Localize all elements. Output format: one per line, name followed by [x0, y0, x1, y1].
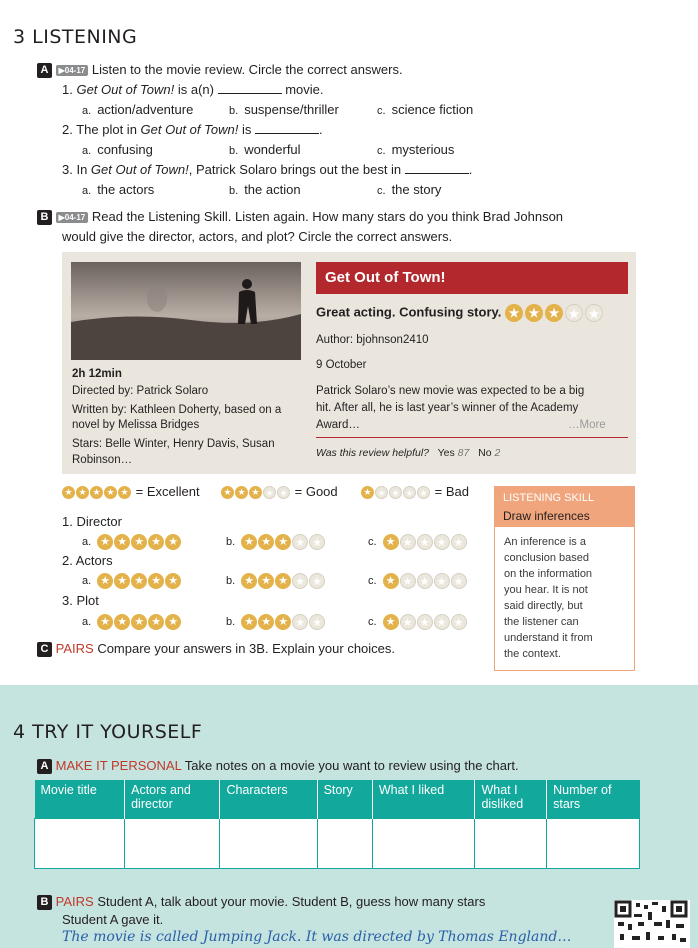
star-empty-icon: ★ — [403, 486, 416, 499]
table-cell[interactable] — [547, 818, 640, 868]
movie-stars-line2: Robinson… — [72, 454, 133, 466]
movie-director: Directed by: Patrick Solaro — [72, 385, 209, 397]
star-empty-icon: ★ — [417, 486, 430, 499]
movie-stars-line1: Stars: Belle Winter, Henry Davis, Susan — [72, 438, 275, 450]
director-option-c[interactable]: c. ★ ★ ★ ★ ★ — [368, 533, 468, 550]
q3-option-a[interactable]: a. the actors — [82, 182, 155, 197]
exercise-3a-instruction: A ▶04-17 Listen to the movie review. Circle the correct answers. — [37, 62, 403, 78]
movie-writer-line2: novel by Melissa Bridges — [72, 419, 200, 431]
review-divider — [316, 437, 628, 438]
question-1: 1. Get Out of Town! is a(n) movie. — [62, 82, 324, 97]
star-filled-icon: ★ — [97, 614, 113, 630]
exercise-4a-instruction: A MAKE IT PERSONAL Take notes on a movie you want to review using the chart. — [37, 758, 519, 774]
star-empty-icon: ★ — [434, 534, 450, 550]
actors-option-a[interactable]: a. ★ ★ ★ ★ ★ — [82, 572, 182, 589]
table-cell[interactable] — [372, 818, 475, 868]
qr-code-icon[interactable] — [614, 900, 690, 948]
star-empty-icon: ★ — [451, 614, 467, 630]
star-filled-icon: ★ — [97, 573, 113, 589]
star-filled-icon: ★ — [241, 614, 257, 630]
review-tagline: Great acting. Confusing story. ★ ★ ★ ★ ★ — [316, 304, 605, 322]
plot-option-b[interactable]: b. ★ ★ ★ ★ ★ — [226, 613, 326, 630]
q2-option-a[interactable]: a. confusing — [82, 142, 153, 157]
star-empty-icon: ★ — [400, 573, 416, 589]
table-cell[interactable] — [125, 818, 220, 868]
star-filled-icon: ★ — [383, 573, 399, 589]
star-empty-icon: ★ — [417, 573, 433, 589]
star-filled-icon: ★ — [258, 534, 274, 550]
star-filled-icon: ★ — [148, 614, 164, 630]
star-filled-icon: ★ — [235, 486, 248, 499]
q3-option-b[interactable]: b. the action — [229, 182, 301, 197]
star-filled-icon: ★ — [258, 614, 274, 630]
star-filled-icon: ★ — [505, 304, 523, 322]
table-cell[interactable] — [35, 818, 125, 868]
q2-option-c[interactable]: c. mysterious — [377, 142, 455, 157]
badge-b: B — [37, 210, 52, 225]
plot-option-c[interactable]: c. ★ ★ ★ ★ ★ — [368, 613, 468, 630]
star-empty-icon: ★ — [263, 486, 276, 499]
table-cell[interactable] — [475, 818, 547, 868]
q1-option-b[interactable]: b. suspense/thriller — [229, 102, 339, 117]
star-empty-icon: ★ — [292, 573, 308, 589]
badge-c: C — [37, 642, 52, 657]
column-header: Story — [317, 780, 372, 818]
make-it-personal-tag: MAKE IT PERSONAL — [55, 758, 182, 773]
exercise-4b-instruction-line2: Student A gave it. — [62, 912, 164, 927]
star-filled-icon: ★ — [118, 486, 131, 499]
star-filled-icon: ★ — [525, 304, 543, 322]
section-4-title: 4 TRY IT YOURSELF — [13, 721, 203, 743]
star-empty-icon: ★ — [434, 614, 450, 630]
exercise-3c-instruction: C PAIRS Compare your answers in 3B. Explain your choices. — [37, 641, 395, 657]
star-filled-icon: ★ — [165, 614, 181, 630]
star-empty-icon: ★ — [585, 304, 603, 322]
column-header: Number of stars — [547, 780, 640, 818]
skill-heading: LISTENING SKILL — [495, 487, 634, 507]
review-author: Author: bjohnson2410 — [316, 334, 429, 346]
star-filled-icon: ★ — [97, 534, 113, 550]
star-filled-icon: ★ — [114, 534, 130, 550]
column-header: What I liked — [372, 780, 475, 818]
exercise-4b-instruction: B PAIRS Student A, talk about your movie. Student B, guess how many stars — [37, 894, 485, 910]
legend-good: ★ ★ ★ ★ ★ = Good — [221, 484, 338, 499]
star-filled-icon: ★ — [104, 486, 117, 499]
star-empty-icon: ★ — [400, 614, 416, 630]
exercise-3b-instruction: B ▶04-17 Read the Listening Skill. Listen again. How many stars do you think Brad Johnson — [37, 209, 563, 225]
audio-track-icon[interactable]: ▶04-17 — [56, 65, 89, 76]
legend-excellent: ★ ★ ★ ★ ★ = Excellent — [62, 484, 200, 499]
star-empty-icon: ★ — [309, 573, 325, 589]
item-actors-label: 2. Actors — [62, 553, 113, 568]
director-option-a[interactable]: a. ★ ★ ★ ★ ★ — [82, 533, 182, 550]
star-filled-icon: ★ — [545, 304, 563, 322]
plot-option-a[interactable]: a. ★ ★ ★ ★ ★ — [82, 613, 182, 630]
movie-still-image — [71, 262, 301, 360]
star-filled-icon: ★ — [241, 534, 257, 550]
movie-writer-line1: Written by: Kathleen Doherty, based on a — [72, 404, 282, 416]
review-title: Get Out of Town! — [316, 262, 628, 294]
star-filled-icon: ★ — [148, 534, 164, 550]
star-filled-icon: ★ — [76, 486, 89, 499]
audio-track-icon[interactable]: ▶04-17 — [56, 212, 89, 223]
star-filled-icon: ★ — [275, 534, 291, 550]
exercise-3b-instruction-line2: would give the director, actors, and plot? Circle the correct answers. — [62, 229, 453, 244]
star-filled-icon: ★ — [62, 486, 75, 499]
pairs-tag: PAIRS — [55, 894, 94, 909]
star-empty-icon: ★ — [451, 534, 467, 550]
notes-chart — [34, 780, 640, 869]
movie-runtime: 2h 12min — [72, 368, 122, 380]
review-date: 9 October — [316, 359, 367, 371]
star-filled-icon: ★ — [275, 614, 291, 630]
item-plot-label: 3. Plot — [62, 593, 99, 608]
star-filled-icon: ★ — [148, 573, 164, 589]
badge-a: A — [37, 759, 52, 774]
review-star-rating — [505, 304, 605, 319]
star-empty-icon: ★ — [451, 573, 467, 589]
star-empty-icon: ★ — [309, 534, 325, 550]
star-filled-icon: ★ — [258, 573, 274, 589]
review-body-line3: Award… — [316, 419, 360, 431]
star-filled-icon: ★ — [165, 573, 181, 589]
table-cell[interactable] — [220, 818, 317, 868]
star-filled-icon: ★ — [383, 614, 399, 630]
table-cell[interactable] — [317, 818, 372, 868]
review-body-line1: Patrick Solaro’s new movie was expected to be a big — [316, 385, 585, 397]
q1-option-c[interactable]: c. science fiction — [377, 102, 474, 117]
star-empty-icon: ★ — [389, 486, 402, 499]
star-filled-icon: ★ — [114, 614, 130, 630]
actors-option-b[interactable]: b. ★ ★ ★ ★ ★ — [226, 572, 326, 589]
star-empty-icon: ★ — [400, 534, 416, 550]
star-empty-icon: ★ — [292, 534, 308, 550]
star-empty-icon: ★ — [417, 534, 433, 550]
question-2: 2. The plot in Get Out of Town! is . — [62, 122, 323, 137]
skill-subheading: Draw inferences — [495, 507, 634, 527]
listening-skill-box — [494, 486, 635, 671]
q1-option-a[interactable]: a. action/adventure — [82, 102, 194, 117]
pairs-tag: PAIRS — [55, 641, 94, 656]
column-header: Movie title — [35, 780, 125, 818]
badge-b: B — [37, 895, 52, 910]
review-body-line2: hit. After all, he is last year’s winner of the Academy — [316, 402, 579, 414]
skill-body: An inference is a conclusion based on the information you hear. It is not said directly, but the listener can understand it from the context. — [504, 536, 593, 660]
star-filled-icon: ★ — [249, 486, 262, 499]
column-header: Characters — [220, 780, 317, 818]
star-filled-icon: ★ — [221, 486, 234, 499]
question-3: 3. In Get Out of Town!, Patrick Solaro brings out the best in . — [62, 162, 473, 177]
handwritten-example: The movie is called Jumping Jack. It was directed by Thomas England… — [62, 929, 572, 945]
star-filled-icon: ★ — [131, 614, 147, 630]
section-3-title: 3 LISTENING — [13, 26, 138, 48]
star-filled-icon: ★ — [275, 573, 291, 589]
director-option-b[interactable]: b. ★ ★ ★ ★ ★ — [226, 533, 326, 550]
helpful-no[interactable]: No 2 — [478, 447, 501, 459]
star-filled-icon: ★ — [90, 486, 103, 499]
star-filled-icon: ★ — [131, 534, 147, 550]
star-empty-icon: ★ — [309, 614, 325, 630]
star-filled-icon: ★ — [114, 573, 130, 589]
star-filled-icon: ★ — [383, 534, 399, 550]
star-empty-icon: ★ — [375, 486, 388, 499]
star-filled-icon: ★ — [361, 486, 374, 499]
helpful-yes[interactable]: Yes 87 — [437, 447, 470, 459]
actors-option-c[interactable]: c. ★ ★ ★ ★ ★ — [368, 572, 468, 589]
column-header: What I disliked — [475, 780, 547, 818]
q3-option-c[interactable]: c. the story — [377, 182, 442, 197]
star-empty-icon: ★ — [565, 304, 583, 322]
star-filled-icon: ★ — [165, 534, 181, 550]
star-filled-icon: ★ — [241, 573, 257, 589]
star-empty-icon: ★ — [292, 614, 308, 630]
star-filled-icon: ★ — [131, 573, 147, 589]
star-empty-icon: ★ — [417, 614, 433, 630]
star-empty-icon: ★ — [277, 486, 290, 499]
badge-a: A — [37, 63, 52, 78]
item-director-label: 1. Director — [62, 514, 122, 529]
q2-option-b[interactable]: b. wonderful — [229, 142, 301, 157]
star-empty-icon: ★ — [434, 573, 450, 589]
review-helpful: Was this review helpful? Yes 87 No 2 — [316, 447, 501, 459]
legend-bad: ★ ★ ★ ★ ★ = Bad — [361, 484, 469, 499]
column-header: Actors and director — [125, 780, 220, 818]
review-more-link[interactable]: …More — [568, 419, 606, 431]
